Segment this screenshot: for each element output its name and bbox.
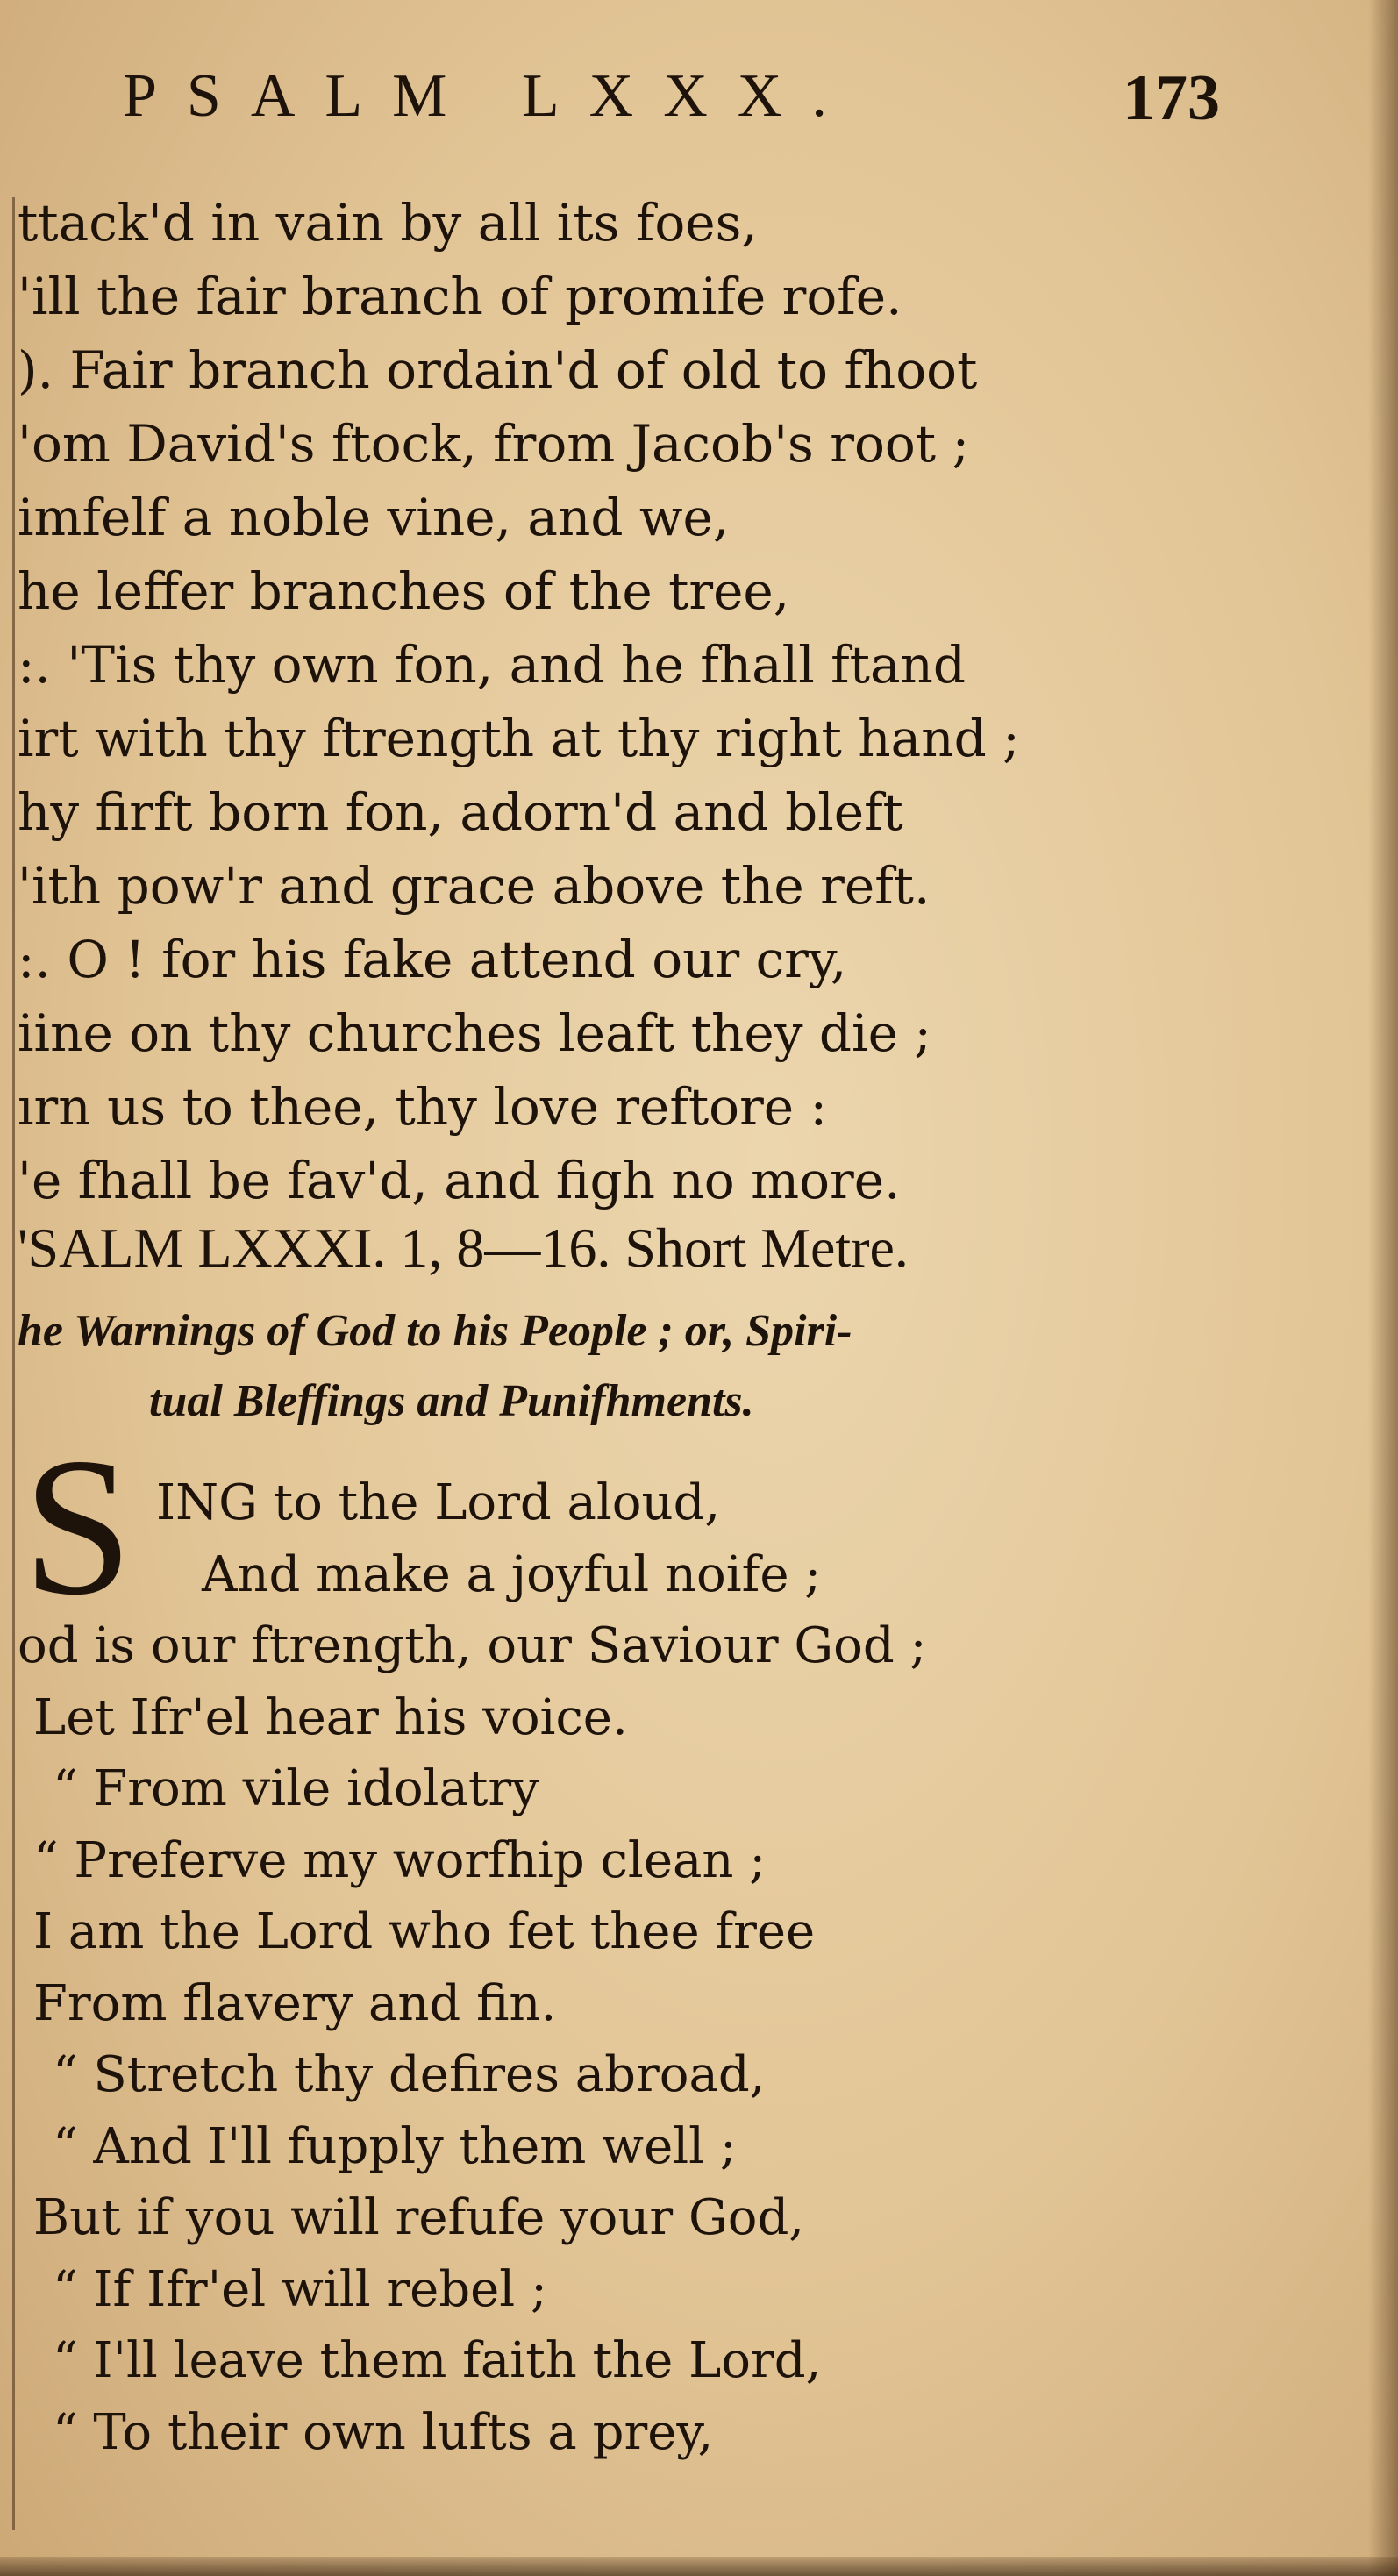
hymn-line: “ To their own lufts a prey, — [53, 2403, 714, 2461]
hymn-line: From flavery and fin. — [33, 1974, 557, 2032]
verse-line: :. 'Tis thy own fon, and he fhall ftand — [18, 635, 966, 695]
psalm-heading: 'SALM LXXXI. 1, 8—16. Short Metre. — [18, 1217, 909, 1279]
hymn-line: “ I'll leave them faith the Lord, — [53, 2332, 822, 2389]
running-title: PSALM LXXX. — [123, 62, 857, 130]
hymn-line: But if you will refufe your God, — [33, 2189, 805, 2246]
hymn-line: “ Preferve my worfhip clean ; — [33, 1831, 767, 1889]
verse-line: iine on thy churches leaft they die ; — [18, 1003, 931, 1063]
subtitle-line-1: he Warnings of God to his People ; or, Spiri- — [18, 1306, 852, 1356]
hymn-line: And make a joyful noife ; — [202, 1545, 822, 1603]
hymn-line: I am the Lord who fet thee free — [33, 1903, 816, 1960]
psalm-subtitle — [18, 1296, 1289, 1437]
hymn-line: “ If Ifr'el will rebel ; — [53, 2260, 547, 2318]
verse-block — [18, 186, 1316, 1217]
hymn-line: “ From vile idolatry — [53, 1760, 539, 1817]
verse-line: imfelf a noble vine, and we, — [18, 488, 730, 547]
page-number: 173 — [1123, 62, 1220, 134]
hymn-line: Let Ifr'el hear his voice. — [33, 1688, 628, 1746]
verse-line: 'ill the fair branch of promife rofe. — [18, 267, 902, 326]
verse-line: hy firft born fon, adorn'd and bleft — [18, 782, 903, 842]
hymn-line: “ And I'll fupply them well ; — [53, 2117, 737, 2175]
bottom-edge — [0, 2557, 1398, 2576]
verse-line: 'om David's ftock, from Jacob's root ; — [18, 414, 970, 474]
hymn-line: “ Stretch thy defires abroad, — [53, 2046, 766, 2103]
binding-shadow — [1368, 0, 1398, 2576]
drop-cap: S — [23, 1416, 133, 1636]
verse-line: ttack'd in vain by all its foes, — [18, 193, 758, 253]
page-header — [123, 54, 1263, 133]
verse-line: ). Fair branch ordain'd of old to fhoot — [18, 340, 978, 400]
verse-line: :. O ! for his fake attend our cry, — [18, 930, 847, 989]
verse-line: irt with thy ftrength at thy right hand ; — [18, 709, 1020, 768]
hymn-line: ING to the Lord aloud, — [156, 1474, 721, 1531]
subtitle-line-2: tual Bleffings and Punifhments. — [149, 1376, 754, 1426]
verse-line: 'e fhall be fav'd, and figh no more. — [18, 1151, 901, 1210]
hymn-block — [0, 1467, 1316, 2468]
verse-line: ırn us to thee, thy love reftore : — [18, 1077, 828, 1137]
verse-line: 'ith pow'r and grace above the reft. — [18, 856, 931, 916]
verse-line: he leffer branches of the tree, — [18, 561, 790, 621]
hymn-line: od is our ftrength, our Saviour God ; — [18, 1617, 927, 1674]
